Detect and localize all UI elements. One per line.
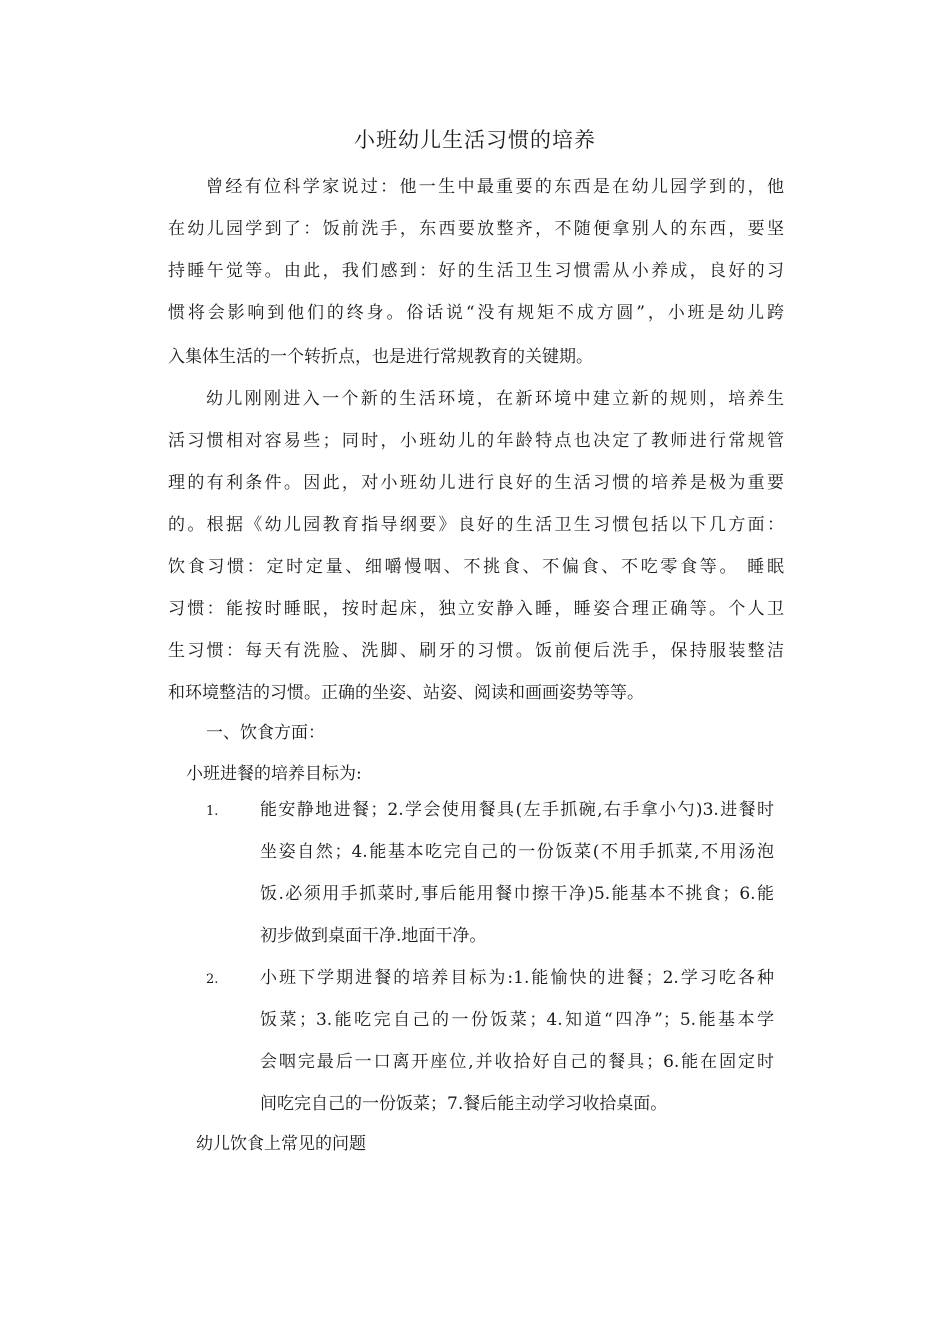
paragraph-2-line-3: 理的有利条件。因此，对小班幼儿进行良好的生活习惯的培养是极为重要: [168, 473, 784, 493]
list-item-2-number: 2.: [206, 972, 219, 987]
paragraph-2-line-1: 幼儿刚刚进入一个新的生活环境，在新环境中建立新的规则，培养生: [206, 389, 784, 409]
section-heading: 一、饮食方面：: [206, 723, 325, 743]
paragraph-1-line-3: 持睡午觉等。由此，我们感到：好的生活卫生习惯需从小养成，良好的习: [168, 261, 784, 281]
paragraph-1-line-1: 曾经有位科学家说过：他一生中最重要的东西是在幼儿园学到的，他: [206, 177, 784, 197]
list-item-2-line-1: 小班下学期进餐的培养目标为:1.能愉快的进餐；2.学习吃各种: [260, 968, 774, 988]
paragraph-2-line-2: 活习惯相对容易些；同时，小班幼儿的年龄特点也决定了教师进行常规管: [168, 431, 784, 451]
paragraph-2-line-5: 饮食习惯：定时定量、细嚼慢咽、不挑食、不偏食、不吃零食等。 睡眠: [168, 557, 784, 577]
list-item-1-number: 1.: [206, 804, 219, 819]
section-subheading: 幼儿饮食上常见的问题: [196, 1134, 366, 1154]
list-item-1-line-1: 能安静地进餐；2.学会使用餐具(左手抓碗,右手拿小勺)3.进餐时: [260, 800, 774, 820]
list-item-2-line-3: 会咽完最后一口离开座位,并收拾好自己的餐具；6.能在固定时: [260, 1052, 774, 1072]
paragraph-2-line-6: 习惯：能按时睡眠，按时起床，独立安静入睡，睡姿合理正确等。个人卫: [168, 599, 784, 619]
paragraph-2-line-7: 生习惯：每天有洗脸、洗脚、刷牙的习惯。饭前便后洗手，保持服装整洁: [168, 641, 784, 661]
list-item-1-line-3: 饭.必须用手抓菜时,事后能用餐巾擦干净)5.能基本不挑食；6.能: [260, 884, 774, 904]
list-item-1-line-4: 初步做到桌面干净.地面干净。: [260, 926, 487, 946]
paragraph-1-line-4: 惯将会影响到他们的终身。俗话说“没有规矩不成方圆”，小班是幼儿跨: [168, 303, 784, 323]
paragraph-2-line-8: 和环境整洁的习惯。正确的坐姿、站姿、阅读和画画姿势等等。: [168, 683, 644, 703]
paragraph-2-line-4: 的。根据《幼儿园教育指导纲要》良好的生活卫生习惯包括以下几方面：: [168, 515, 784, 535]
goals-intro: 小班进餐的培养目标为:: [186, 764, 362, 784]
list-item-1-line-2: 坐姿自然；4.能基本吃完自己的一份饭菜(不用手抓菜,不用汤泡: [260, 842, 774, 862]
page-title: 小班幼儿生活习惯的培养: [354, 128, 596, 152]
list-item-2-line-2: 饭菜；3.能吃完自己的一份饭菜；4.知道“四净”；5.能基本学: [260, 1010, 774, 1030]
paragraph-1-line-2: 在幼儿园学到了：饭前洗手，东西要放整齐，不随便拿别人的东西，要坚: [168, 219, 784, 239]
paragraph-1-line-5: 入集体生活的一个转折点，也是进行常规教育的关键期。: [168, 347, 593, 367]
list-item-2-line-4: 间吃完自己的一份饭菜；7.餐后能主动学习收拾桌面。: [260, 1094, 668, 1114]
